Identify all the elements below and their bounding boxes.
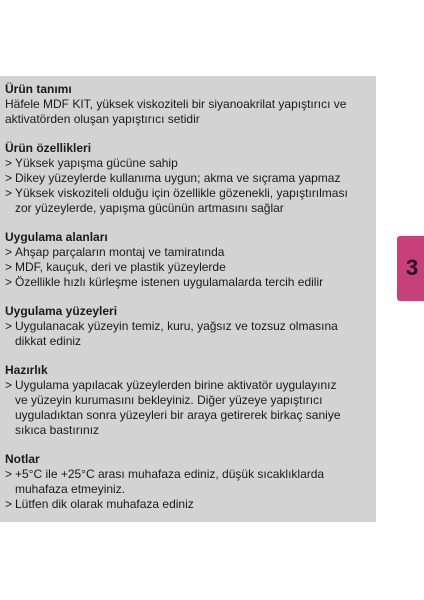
section bbox=[5, 363, 372, 438]
bullet-text bbox=[15, 171, 372, 186]
bullet-item bbox=[5, 319, 372, 349]
bullet-text bbox=[15, 467, 372, 497]
section-heading: Hazırlık bbox=[5, 363, 48, 377]
bullet-text-line: dikkat ediniz bbox=[15, 334, 82, 348]
bullet-text-line: Dikey yüzeylerde kullanıma uygun; akma ve sıçrama yapmaz bbox=[15, 171, 341, 185]
bullet-item bbox=[5, 171, 372, 186]
section-heading: Uygulama yüzeyleri bbox=[5, 304, 118, 318]
bullet-text-line: Lütfen dik olarak muhafaza ediniz bbox=[15, 497, 194, 511]
bullet-text bbox=[15, 156, 372, 171]
bullet-item bbox=[5, 378, 372, 438]
bullet-text-line: Uygulama yapılacak yüzeylerden birine aktivatör uygulayınız bbox=[15, 378, 337, 392]
bullet-arrow-icon: > bbox=[5, 467, 13, 481]
bullet-text bbox=[15, 275, 372, 290]
page-tab bbox=[397, 236, 424, 301]
bullet-arrow-icon: > bbox=[5, 260, 13, 274]
bullet-item bbox=[5, 275, 372, 290]
bullet-text bbox=[15, 497, 372, 512]
bullet-item bbox=[5, 245, 372, 260]
bullet-arrow-icon: > bbox=[5, 275, 13, 289]
bullet-item bbox=[5, 467, 372, 497]
bullet-text-line: sıkıca bastırınız bbox=[15, 423, 100, 437]
bullet-text bbox=[15, 378, 372, 438]
page-tab-number: 3 bbox=[406, 255, 419, 280]
bullet-text-line: uyguladıktan sonra yüzeyleri bir araya getirerek birkaç saniye bbox=[15, 408, 341, 422]
bullet-text-line: Ahşap parçaların montaj ve tamiratında bbox=[15, 245, 225, 259]
bullet-text-line: +5°C ile +25°C arası muhafaza ediniz, düşük sıcaklıklarda bbox=[15, 467, 325, 481]
bullet-text-line: Uygulanacak yüzeyin temiz, kuru, yağsız ve tozsuz olmasına bbox=[15, 319, 338, 333]
section-heading: Notlar bbox=[5, 452, 40, 466]
bullet-arrow-icon: > bbox=[5, 497, 13, 511]
section bbox=[5, 82, 372, 127]
bullet-arrow-icon: > bbox=[5, 186, 13, 200]
bullet-text-line: zor yüzeylerde, yapışma gücünün artmasını sağlar bbox=[15, 201, 284, 215]
bullet-text-line: Yüksek viskoziteli olduğu için özellikle gözenekli, yapıştırılması bbox=[15, 186, 348, 200]
section-heading: Ürün tanımı bbox=[5, 82, 72, 96]
bullet-item bbox=[5, 260, 372, 275]
section-heading: Uygulama alanları bbox=[5, 230, 108, 244]
bullet-text-line: MDF, kauçuk, deri ve plastik yüzeylerde bbox=[15, 260, 226, 274]
bullet-text bbox=[15, 245, 372, 260]
section bbox=[5, 141, 372, 216]
bullet-text-line: Yüksek yapışma gücüne sahip bbox=[15, 156, 178, 170]
bullet-text bbox=[15, 186, 372, 216]
bullet-text-line: Özellikle hızlı kürleşme istenen uygulamalarda tercih edilir bbox=[15, 275, 324, 289]
bullet-item bbox=[5, 156, 372, 171]
section-heading: Ürün özellikleri bbox=[5, 141, 92, 155]
bullet-arrow-icon: > bbox=[5, 245, 13, 259]
description-line: aktivatörden oluşan yapıştırıcı setidir bbox=[5, 112, 200, 126]
description-line: Häfele MDF KIT, yüksek viskoziteli bir siyanoakrilat yapıştırıcı ve bbox=[5, 97, 347, 111]
bullet-text-line: muhafaza etmeyiniz. bbox=[15, 482, 126, 496]
bullet-text-line: ve yüzeyin kurumasını bekleyiniz. Diğer yüzeye yapıştırıcı bbox=[15, 393, 323, 407]
bullet-item bbox=[5, 497, 372, 512]
bullet-item bbox=[5, 186, 372, 216]
section bbox=[5, 304, 372, 349]
bullet-text bbox=[15, 260, 372, 275]
section bbox=[5, 230, 372, 290]
bullet-text bbox=[15, 319, 372, 349]
bullet-arrow-icon: > bbox=[5, 156, 13, 170]
section bbox=[5, 452, 372, 512]
bullet-arrow-icon: > bbox=[5, 319, 13, 333]
bullet-arrow-icon: > bbox=[5, 378, 13, 392]
product-info-panel bbox=[0, 76, 376, 522]
bullet-arrow-icon: > bbox=[5, 171, 13, 185]
